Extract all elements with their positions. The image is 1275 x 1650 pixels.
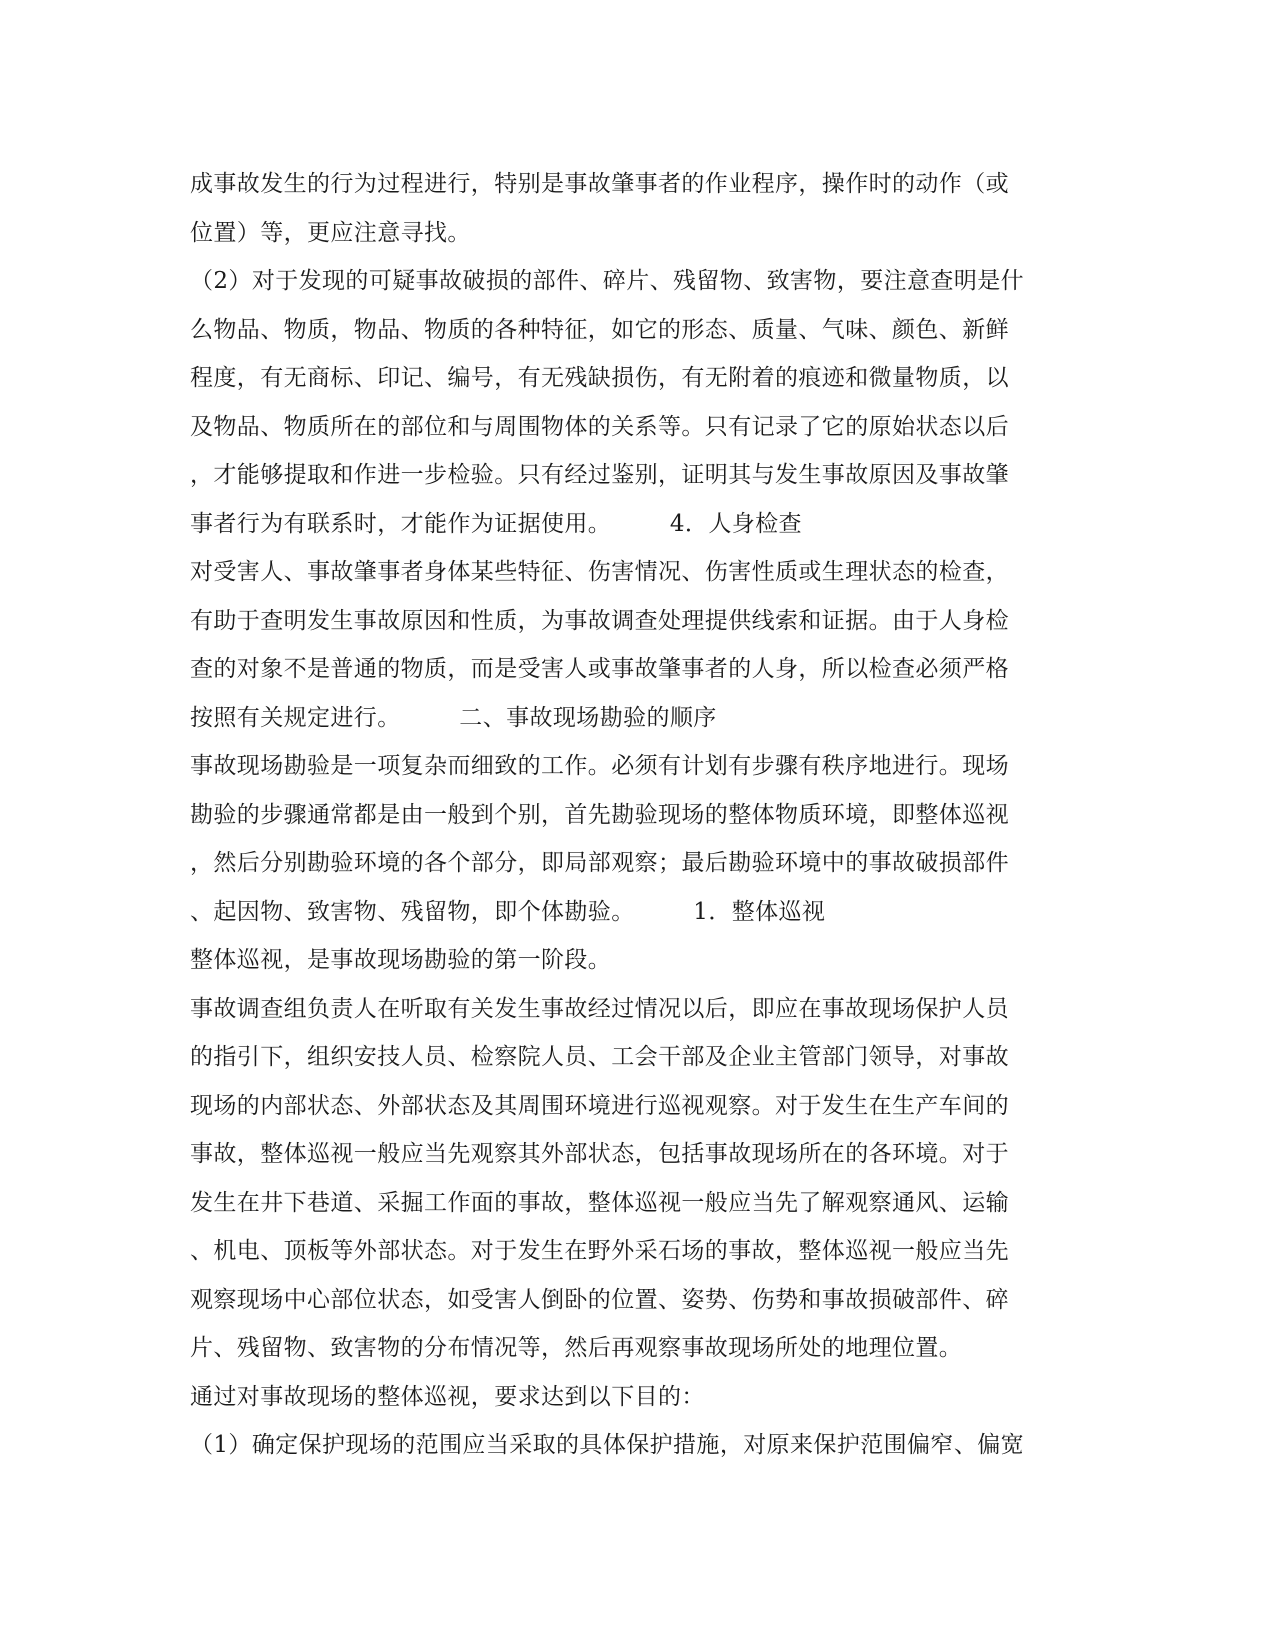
text-line: 事故，整体巡视一般应当先观察其外部状态，包括事故现场所在的各环境。对于 (190, 1141, 1009, 1167)
text-line: 勘验的步骤通常都是由一般到个别，首先勘验现场的整体物质环境，即整体巡视 (190, 801, 1009, 828)
text-line: 事者行为有联系时，才能作为证据使用。 4．人身检查 (190, 510, 802, 537)
text-line: 程度，有无商标、印记、编号，有无残缺损伤，有无附着的痕迹和微量物质，以 (190, 365, 1009, 391)
text-line: （2）对于发现的可疑事故破损的部件、碎片、残留物、致害物，要注意查明是什 (190, 268, 1025, 294)
document-page (190, 160, 1090, 1470)
text-line: 、机电、顶板等外部状态。对于发生在野外采石场的事故，整体巡视一般应当先 (190, 1238, 1009, 1264)
text-line: （1）确定保护现场的范围应当采取的具体保护措施，对原来保护范围偏窄、偏宽 (190, 1432, 1025, 1458)
text-line: 观察现场中心部位状态，如受害人倒卧的位置、姿势、伤势和事故损破部件、碎 (190, 1286, 1009, 1313)
text-line: 查的对象不是普通的物质，而是受害人或事故肇事者的人身，所以检查必须严格 (190, 656, 1009, 682)
text-line: 片、残留物、致害物的分布情况等，然后再观察事故现场所处的地理位置。 (190, 1335, 963, 1361)
text-line: ，然后分别勘验环境的各个部分，即局部观察；最后勘验环境中的事故破损部件 (190, 850, 1009, 876)
text-line: 、起因物、致害物、残留物，即个体勘验。 1．整体巡视 (190, 898, 826, 925)
text-line: 通过对事故现场的整体巡视，要求达到以下目的： (190, 1383, 705, 1410)
text-line: 成事故发生的行为过程进行，特别是事故肇事者的作业程序，操作时的动作（或 (190, 171, 1009, 197)
text-line: 按照有关规定进行。 二、事故现场勘验的顺序 (190, 704, 717, 731)
text-line: 有助于查明发生事故原因和性质，为事故调查处理提供线索和证据。由于人身检 (190, 607, 1009, 634)
text-line: 的指引下，组织安技人员、检察院人员、工会干部及企业主管部门领导，对事故 (190, 1044, 1009, 1070)
text-line: 现场的内部状态、外部状态及其周围环境进行巡视观察。对于发生在生产车间的 (190, 1092, 1009, 1119)
text-line: 么物品、物质，物品、物质的各种特征，如它的形态、质量、气味、颜色、新鲜 (190, 316, 1009, 343)
text-line: 对受害人、事故肇事者身体某些特征、伤害情况、伤害性质或生理状态的检查， (190, 559, 1009, 585)
text-line: 发生在井下巷道、采掘工作面的事故，整体巡视一般应当先了解观察通风、运输 (190, 1189, 1009, 1216)
text-line: 事故调查组负责人在听取有关发生事故经过情况以后，即应在事故现场保护人员 (190, 995, 1009, 1022)
text-line: ，才能够提取和作进一步检验。只有经过鉴别，证明其与发生事故原因及事故肇 (190, 462, 1009, 488)
text-line: 事故现场勘验是一项复杂而细致的工作。必须有计划有步骤有秩序地进行。现场 (190, 753, 1009, 779)
text-line: 及物品、物质所在的部位和与周围物体的关系等。只有记录了它的原始状态以后 (190, 413, 1009, 440)
text-line: 整体巡视，是事故现场勘验的第一阶段。 (190, 947, 612, 973)
text-line: 位置）等，更应注意寻找。 (190, 219, 471, 246)
